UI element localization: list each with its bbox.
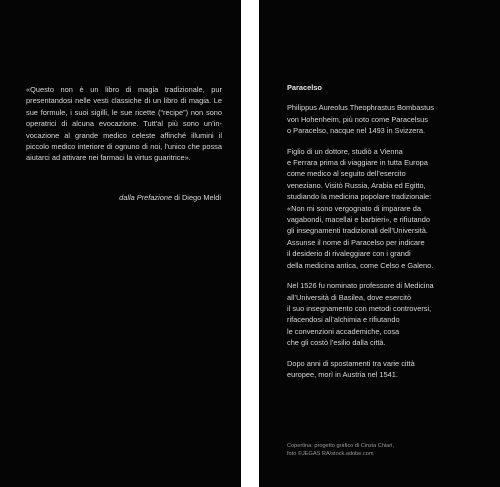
bio-line: europee, morì in Austria nel 1541. [287,369,398,379]
bio-line: studiando la medicina popolare tradizionale: [287,192,432,202]
bio-line: all’Università di Basilea, dove esercitò [287,292,412,302]
bio-line: «Non mi sono vergognato di imparare da [287,203,421,213]
right-flap-panel [259,0,500,487]
bio-line: Philippus Aureolus Theophrastus Bombastus [287,103,434,113]
quote-block [26,84,222,164]
bio-paragraph [287,146,487,271]
quote-line: libro di magia. Le sue formule, i suoi sigilli, [26,96,222,117]
cover-credits [287,442,477,458]
quote-line: di noi, l’unico che possa aiutarci ad attivare [26,142,222,163]
bio-line: Figlio di un dottore, studiò a Vienna [287,146,403,156]
bio-line: le convenzioni accademiche, cosa [287,326,400,336]
bio-line: e Ferrara prima di viaggiare in tutta Europa [287,158,428,168]
bio-line: rifacendosi all’alchimia e rifiutando [287,315,400,325]
quote-text [26,84,222,164]
author-bio [287,82,487,389]
quote-attribution [119,192,221,203]
quote-line: «Questo non è un libro di magia tradizionale, [26,85,205,94]
bio-line: della medicina antica, come Celso e Galeno. [287,260,434,270]
credit-line: Copertina: progetto grafico di Cinzia Chiari, [287,443,394,449]
left-flap-panel [0,0,241,487]
bio-line: o Paracelso, nacque nel 1493 in Svizzera. [287,126,426,136]
bio-title: Paracelso [287,83,322,92]
bio-line: veneziano. Visitò Russia, Arabia ed Egitto, [287,180,426,190]
bio-line: come medico al seguito dell’esercito [287,169,406,179]
bio-line: von Hohenheim, più noto come Paracelsus [287,114,428,124]
quote-line: vocazione al grande medico celeste affinché [26,130,187,140]
credit-line: foto ©JEGAS RA/stock.adobe.com [287,451,374,457]
bio-line: gli insegnamenti tradizionali dell’Università. [287,226,428,236]
bio-line: Nel 1526 fu nominato professore di Medicina [287,281,434,291]
bio-line: che gli costò l’esilio dalla città. [287,338,386,348]
bio-paragraph [287,280,487,348]
quote-line: nei farmaci la virtus guaritrice». [88,153,191,163]
bio-line: il desiderio di rivaleggiare con i grandi [287,249,411,259]
bio-line: Assunse il nome di Paracelso per indicare [287,237,425,247]
quote-line: illumini il piccolo medico interiore di ognuno [26,130,222,152]
quote-line: le sue ricette (“recipe”) non sono operatrici [26,107,222,129]
bio-paragraph [287,102,487,136]
bio-line: Dopo anni di spostamenti tra varie città [287,358,415,368]
quote-line: di alcuna evocazione. Tutt’al più sono un’in- [61,119,222,129]
bio-line: il suo insegnamento con metodi controversi, [287,303,432,313]
attribution-source: dalla Prefazione [119,193,173,202]
bio-paragraph [287,358,487,381]
attribution-author: di Diego Meldi [172,193,221,202]
bio-line: vagabondi, macellai e barbieri», e rifiutando [287,215,430,225]
quote-line: pur presentandosi nelle vesti classiche di un [26,85,222,106]
